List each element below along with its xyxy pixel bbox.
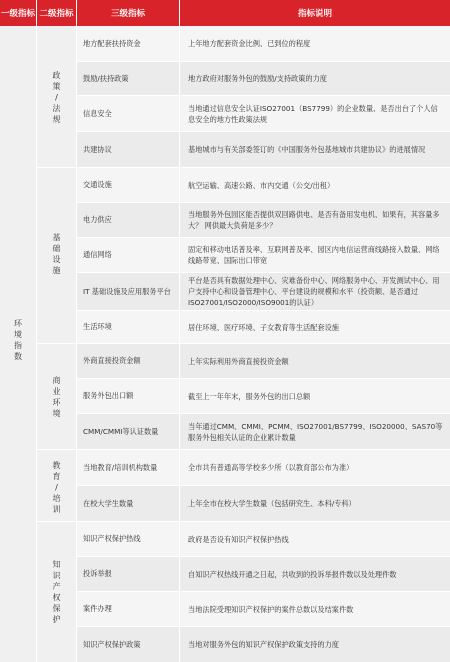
indicator-name: 服务外包出口额: [77, 379, 180, 413]
group-char: 护: [52, 615, 61, 624]
indicator-desc: 基地城市与有关部委签订的《中国服务外包基地城市共建协议》的进展情况: [188, 145, 426, 154]
indicator-desc: 全市共有普通高等学校多少所（以教育部公布为准）: [188, 463, 354, 472]
group-char: 教: [52, 461, 61, 470]
group-business: [37, 344, 77, 450]
indicator-name: 在校大学生数量: [77, 486, 180, 521]
indicator-desc: 上年地方配套资金比例、已到位的程度: [188, 39, 311, 48]
indicator-name: 投诉举报: [77, 557, 180, 591]
table-row: [77, 132, 450, 168]
indicator-name: 外商直接投资金额: [77, 344, 180, 378]
indicator-desc: 居住环境、医疗环境、子女教育等生活配套设施: [188, 322, 339, 332]
group-policy: [37, 26, 77, 168]
group-char: 环: [52, 398, 61, 407]
header-level3: 三级指标: [77, 0, 180, 26]
group-char: 施: [52, 266, 61, 275]
group-char: 法: [52, 104, 61, 113]
table-row: [77, 522, 450, 557]
indicator-desc: 当地通过信息安全认证ISO27001（BS7799）的企业数量、是否出台了个人信息安全的地方性政策法规: [188, 103, 438, 124]
indicator-name: 生活环境: [77, 311, 180, 343]
table-row: [77, 379, 450, 414]
group-char: 商: [52, 376, 61, 385]
indicator-name: 知识产权保护热线: [77, 522, 180, 556]
group-char: 训: [52, 505, 61, 514]
group-char: /: [55, 93, 58, 102]
table-row: [77, 62, 450, 96]
table-row: [77, 592, 450, 627]
indicator-desc: 当地对服务外包的知识产权保护政策支持的力度: [188, 640, 339, 649]
group-education: [37, 450, 77, 522]
group-char: 境: [52, 409, 61, 418]
table-row: [77, 486, 450, 522]
indicator-desc: 地方政府对服务外包的鼓励/支持政策的力度: [188, 74, 327, 83]
indicator-name: 地方配套扶持资金: [77, 26, 180, 61]
group-char: 策: [52, 82, 61, 91]
group-char: 知: [52, 560, 61, 569]
indicator-desc: 当地服务外包园区能否提供双回路供电、是否有备用发电机、如果有，其容量多大？ 网供最大负荷是多少？: [188, 210, 440, 230]
indicator-name: 共建协议: [77, 132, 180, 167]
header-desc: 指标说明: [180, 0, 450, 26]
group-char: 育: [52, 472, 61, 481]
group-char: 政: [52, 71, 61, 80]
indicator-desc: 固定和移动电话普及率、互联网普及率、园区内电信运营商线路接入数量、网络线路带宽、国际出口带宽: [188, 245, 440, 265]
table-row: [77, 344, 450, 379]
group-char: 业: [52, 387, 61, 396]
group-char: 产: [52, 582, 61, 591]
level1-char: 数: [14, 352, 22, 361]
group-infrastructure: [37, 168, 77, 344]
group-char: 基: [52, 233, 61, 242]
indicator-desc: 政府是否设有知识产权保护热线: [188, 534, 289, 544]
indicator-desc: 当年通过CMM、CMMI、PCMM、ISO27001/BS7799、ISO20000、SAS70等服务外包相关认证的企业累计数量: [188, 421, 443, 442]
indicator-name: 鼓励/扶持政策: [77, 62, 180, 95]
indicator-desc: 上年全市在校大学生数量（包括研究生、本科/专科）: [188, 499, 356, 508]
indicator-name: 案件办理: [77, 592, 180, 626]
group-char: 权: [52, 593, 61, 602]
table-row: [77, 311, 450, 344]
group-char: 培: [52, 494, 61, 503]
group-char: 识: [52, 571, 61, 580]
table-row: [77, 168, 450, 203]
indicator-desc: 截至上一年年末，服务外包的出口总额: [188, 391, 311, 401]
level1-cell: [0, 26, 37, 662]
indicator-desc: 上年实际利用外商直接投资金额: [188, 356, 289, 366]
level1-char: 境: [14, 330, 22, 339]
indicator-name: 交通设施: [77, 168, 180, 202]
table-row: [77, 557, 450, 592]
group-char: 保: [52, 604, 61, 613]
level1-char: 指: [14, 341, 22, 350]
group-char: 规: [52, 115, 61, 124]
indicator-name: CMM/CMMI等认证数量: [77, 414, 180, 449]
table-row: [77, 238, 450, 273]
table-row: [77, 96, 450, 132]
indicator-name: IT 基础设施及应用服务平台: [77, 273, 180, 310]
group-char: 础: [52, 244, 61, 253]
indicator-name: 通信网络: [77, 238, 180, 272]
indicator-desc: 当地法院受理知识产权保护的案件总数以及结案件数: [188, 604, 354, 614]
level1-char: 环: [14, 319, 22, 328]
table-row: [77, 273, 450, 311]
indicator-name: 电力供应: [77, 203, 180, 237]
table-row: [77, 627, 450, 662]
table-row: [77, 203, 450, 238]
header-level2: 二级指标: [37, 0, 77, 26]
indicator-name: 当地教育/培训机构数量: [77, 450, 180, 485]
table-row: [77, 414, 450, 450]
indicator-desc: 自知识产权热线开通之日起，共收到的投诉举报件数以及处理件数: [188, 569, 397, 579]
table-row: [77, 450, 450, 486]
table-row: [77, 26, 450, 62]
indicator-desc: 平台是否具有数据处理中心、灾难备份中心、网络服务中心、开发测试中心、用户支持中心和设备管理中心、平台建设的规模和水平（投资额、是否通过ISO27001/ISO2000/ISO9001的认证）: [188, 276, 440, 307]
indicator-name: 知识产权保护政策: [77, 627, 180, 662]
group-char: 设: [52, 255, 61, 264]
group-ip-protection: [37, 522, 77, 662]
indicator-desc: 航空运输、高速公路、市内交通（公交/出租）: [188, 180, 335, 190]
group-char: /: [55, 483, 58, 492]
indicator-name: 信息安全: [77, 96, 180, 131]
header-level1: 一级指标: [0, 0, 37, 26]
